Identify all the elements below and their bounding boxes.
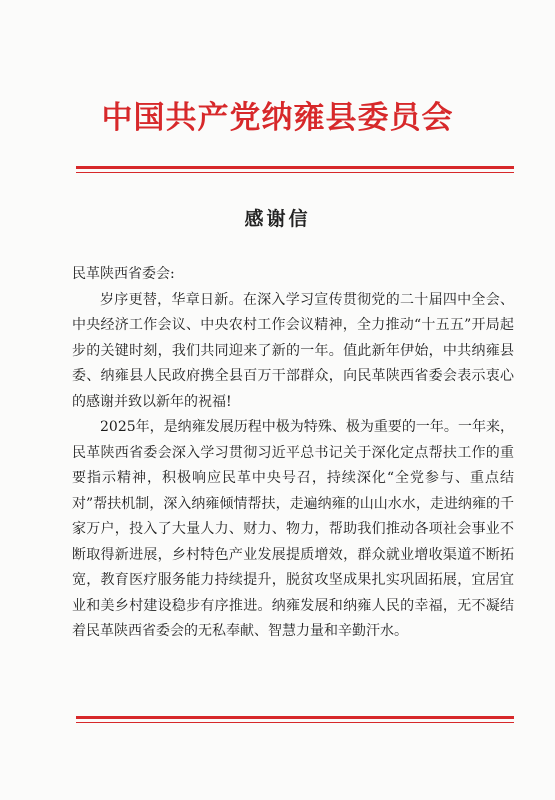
letter-paragraph-2: 2025年，是纳雍发展历程中极为特殊、极为重要的一年。一年来，民革陕西省委会深入学习贯彻习近平总书记关于深化定点帮扶工作的重要指示精神，积极响应民革中央号召，持续深化“全党参与、重点结对”帮扶机制，深入纳雍倾情帮扶，走遍纳雍的山山水水，走进纳雍的千家万户，投入了大量人力、财力、物力，帮助我们推动各项社会事业不断取得新进展，乡村特色产业发展提质增效，群众就业增收渠道不断拓宽，教育医疗服务能力持续提升，脱贫攻坚成果扎实巩固拓展，宜居宜业和美乡村建设稳步有序推进。纳雍发展和纳雍人民的幸福，无不凝结着民革陕西省委会的无私奉献、智慧力量和辛勤汗水。 <box>72 419 514 639</box>
header-divider-thin <box>76 172 514 173</box>
footer-divider-thin <box>76 722 514 723</box>
letter-paragraph-1: 岁序更替，华章日新。在深入学习宣传贯彻党的二十届四中全会、中央经济工作会议、中央农村工作会议精神，全力推动“十五五”开局起步的关键时刻，我们共同迎来了新的一年。值此新年伊始，中共纳雍县委、纳雍县人民政府携全县百万干部群众，向民革陕西省委会表示衷心的感谢并致以新年的祝福! <box>72 291 514 410</box>
letter-title: 感谢信 <box>244 208 311 230</box>
header-divider <box>76 166 514 169</box>
footer-divider <box>76 716 514 719</box>
letter-salutation: 民革陕西省委会: <box>72 266 175 282</box>
letter-body <box>72 262 514 645</box>
letterhead-title: 中国共产党纳雍县委员会 <box>101 100 454 136</box>
